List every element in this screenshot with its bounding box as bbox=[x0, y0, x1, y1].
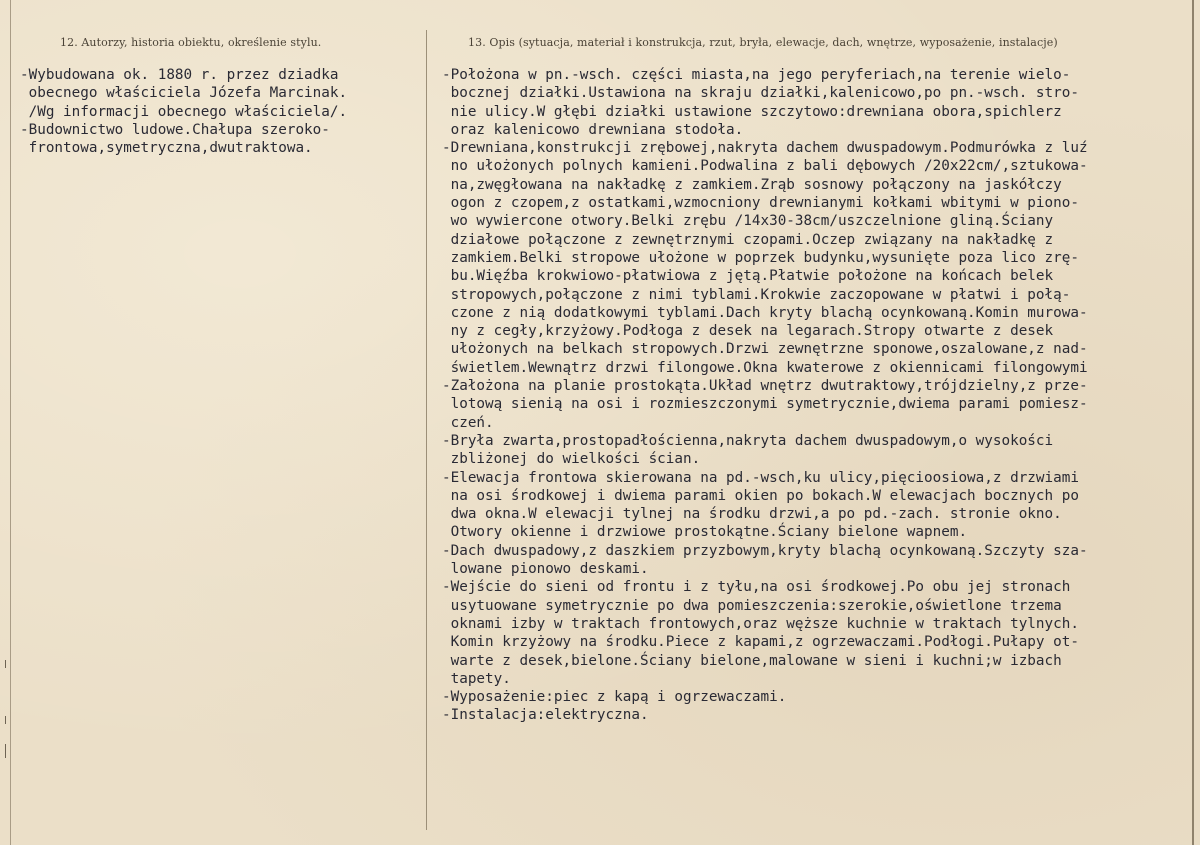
typed-line: -Instalacja:elektryczna. bbox=[442, 707, 649, 724]
typed-line: -Wybudowana ok. 1880 r. przez dziadka bbox=[20, 67, 339, 83]
margin-mark bbox=[5, 716, 6, 724]
typed-line: -Wejście do sieni od frontu i z tyłu,na osi środkowej.Po obu jej stronach bbox=[442, 579, 1071, 596]
section-13-header: 13. Opis (sytuacja, materiał i konstrukcja, rzut, bryła, elewacje, dach, wnętrze, wyposażenie, instalacje) bbox=[468, 36, 1058, 49]
section-12-header: 12. Autorzy, historia obiektu, określenie stylu. bbox=[60, 36, 322, 49]
typed-line: tapety. bbox=[442, 670, 511, 687]
typed-line: -Drewniana,konstrukcji zrębowej,nakryta dachem dwuspadowym.Podmurówka z luź bbox=[442, 140, 1088, 157]
typed-line: czone z nią dodatkowymi tyblami.Dach kryty blachą ocynkowaną.Komin murowa- bbox=[442, 304, 1088, 321]
typed-line: frontowa,symetryczna,dwutraktowa. bbox=[20, 140, 313, 157]
margin-mark bbox=[5, 660, 6, 668]
typed-line: czeń. bbox=[442, 414, 494, 431]
typed-line: oknami izby w traktach frontowych,oraz węższe kuchnie w traktach tylnych. bbox=[442, 615, 1079, 632]
typed-line: ułożonych na belkach stropowych.Drzwi zewnętrzne sponowe,oszalowane,z nad- bbox=[442, 341, 1088, 358]
typed-line: ogon z czopem,z ostatkami,wzmocniony drewnianymi kołkami wbitymi w piono- bbox=[442, 195, 1079, 212]
typed-line: -Założona na planie prostokąta.Układ wnętrz dwutraktowy,trójdzielny,z prze- bbox=[442, 378, 1088, 395]
typed-line: Komin krzyżowy na środku.Piece z kapami,z ogrzewaczami.Podłogi.Pułapy ot- bbox=[442, 634, 1079, 651]
typed-line: na,zwęgłowana na nakładkę z zamkiem.Zrąb sosnowy połączony na jaskółczy bbox=[442, 176, 1062, 193]
section-13-typed-text bbox=[442, 66, 1088, 725]
typed-line: stropowych,połączone z nimi tyblami.Krokwie zaczopowane w płatwi i połą- bbox=[442, 286, 1071, 303]
typed-line: nie ulicy.W głębi działki ustawione szczytowo:drewniana obora,spichlerz bbox=[442, 103, 1062, 120]
page-left-edge bbox=[10, 0, 11, 845]
typed-line: -Wyposażenie:piec z kapą i ogrzewaczami. bbox=[442, 689, 787, 706]
typed-line: zamkiem.Belki stropowe ułożone w poprzek budynku,wysunięte poza lico zrę- bbox=[442, 249, 1079, 266]
typed-line: oraz kalenicowo drewniana stodoła. bbox=[442, 121, 744, 138]
typed-line: zbliżonej do wielkości ścian. bbox=[442, 451, 701, 468]
typed-line: obecnego właściciela Józefa Marcinak. bbox=[20, 85, 348, 102]
typed-line: no ułożonych polnych kamieni.Podwalina z bali dębowych /20x22cm/,sztukowa- bbox=[442, 158, 1088, 175]
typed-line: lotową sienią na osi i rozmieszczonymi symetrycznie,dwiema parami pomiesz- bbox=[442, 396, 1088, 413]
typed-line: lowane pionowo deskami. bbox=[442, 561, 649, 578]
typed-line: warte z desek,bielone.Ściany bielone,malowane w sieni i kuchni;w izbach bbox=[442, 652, 1062, 669]
column-divider bbox=[426, 30, 427, 830]
typed-line: świetlem.Wewnątrz drzwi filongowe.Okna kwaterowe z okiennicami filongowymi bbox=[442, 359, 1088, 376]
section-12-typed-text bbox=[20, 66, 347, 157]
typed-line: wo wywiercone otwory.Belki zrębu /14x30-38cm/uszczelnione gliną.Ściany bbox=[442, 213, 1054, 230]
typed-line: ny z cegły,krzyżowy.Podłoga z desek na legarach.Stropy otwarte z desek bbox=[442, 323, 1054, 340]
page-right-border bbox=[1192, 0, 1194, 845]
typed-line: na osi środkowej i dwiema parami okien po bokach.W elewacjach bocznych po bbox=[442, 487, 1079, 504]
margin-mark bbox=[5, 744, 6, 758]
typed-line: -Położona w pn.-wsch. części miasta,na jego peryferiach,na terenie wielo- bbox=[442, 67, 1071, 83]
typed-line: bocznej działki.Ustawiona na skraju działki,kalenicowo,po pn.-wsch. stro- bbox=[442, 85, 1079, 102]
typed-line: Otwory okienne i drzwiowe prostokątne.Ściany bielone wapnem. bbox=[442, 524, 968, 541]
typed-line: -Dach dwuspadowy,z daszkiem przyzbowym,kryty blachą ocynkowaną.Szczyty sza- bbox=[442, 542, 1088, 559]
typed-line: działowe połączone z zewnętrznymi czopami.Oczep związany na nakładkę z bbox=[442, 231, 1054, 248]
typed-line: dwa okna.W elewacji tylnej na środku drzwi,a po pd.-zach. stronie okno. bbox=[442, 506, 1062, 523]
typed-line: -Elewacja frontowa skierowana na pd.-wsch,ku ulicy,pięcioosiowa,z drzwiami bbox=[442, 469, 1079, 486]
typed-line: -Bryła zwarta,prostopadłościenna,nakryta dachem dwuspadowym,o wysokości bbox=[442, 432, 1054, 449]
typed-line: bu.Więźba krokwiowo-płatwiowa z jętą.Płatwie położone na końcach belek bbox=[442, 268, 1054, 285]
typed-line: usytuowane symetrycznie po dwa pomieszczenia:szerokie,oświetlone trzema bbox=[442, 597, 1062, 614]
typed-line: /Wg informacji obecnego właściciela/. bbox=[20, 103, 348, 120]
typed-line: -Budownictwo ludowe.Chałupa szeroko- bbox=[20, 121, 330, 138]
